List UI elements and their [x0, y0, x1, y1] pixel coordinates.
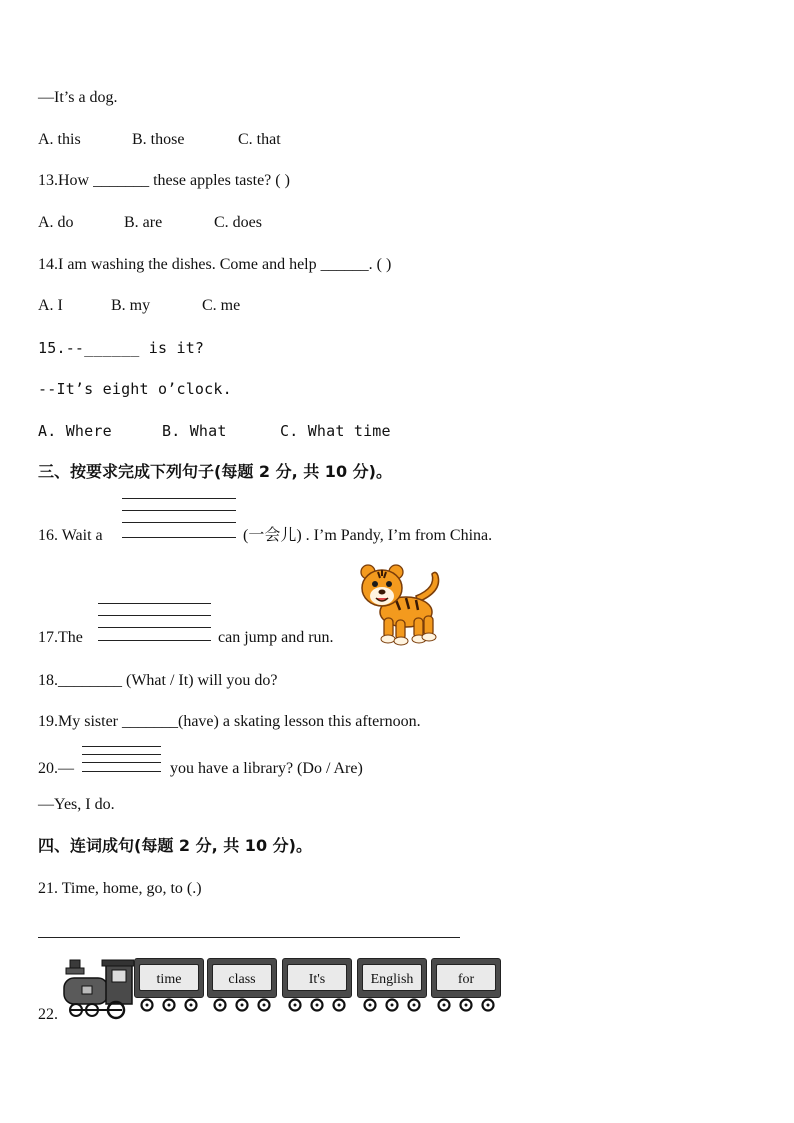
train-car-5[interactable] — [431, 958, 501, 1008]
q16-after: (一会儿) . I’m Pandy, I’m from China. — [243, 527, 493, 544]
q14-stem: 14.I am washing the dishes. Come and help ______. ( ) — [38, 256, 392, 273]
train-engine-icon — [62, 956, 134, 1022]
q19-text: 19.My sister _______(have) a skating lesson this afternoon. — [38, 713, 421, 730]
q22-number: 22. — [38, 1006, 58, 1023]
train-word-2: class — [228, 972, 256, 987]
q15-answer-line: --It’s eight o’clock. — [38, 380, 232, 398]
q17-after: can jump and run. — [218, 629, 334, 646]
train-car-3[interactable] — [282, 958, 352, 1008]
q17-answer-blank[interactable] — [98, 603, 211, 641]
train-word-3: It's — [308, 972, 326, 987]
q13-stem: 13.How _______ these apples taste? ( ) — [38, 172, 290, 189]
q13-option-a[interactable]: A. do — [38, 214, 74, 231]
wheel-icon — [359, 998, 425, 1012]
q20-answer-blank[interactable] — [82, 746, 161, 772]
q15-option-b[interactable]: B. What — [162, 422, 227, 440]
q14-option-a[interactable]: A. I — [38, 297, 63, 314]
train-car-1[interactable] — [134, 958, 204, 1008]
q20-after: you have a library? (Do / Are) — [170, 760, 363, 777]
q14-options — [38, 296, 240, 316]
q21-answer-line[interactable] — [38, 937, 460, 938]
train-word-1: time — [156, 972, 182, 987]
q13-option-b[interactable]: B. are — [124, 214, 163, 231]
wheel-icon — [209, 998, 275, 1012]
train-car-4[interactable] — [357, 958, 427, 1008]
q15-option-c[interactable]: C. What time — [280, 422, 391, 440]
q15-stem: 15.--______ is it? — [38, 339, 205, 357]
tiger-cartoon-icon — [356, 562, 446, 646]
q15-options — [38, 421, 391, 441]
q16-answer-blank[interactable] — [122, 498, 236, 540]
q12-option-b[interactable]: B. those — [132, 131, 185, 148]
q20-answer-line: —Yes, I do. — [38, 796, 115, 813]
train-car-2[interactable] — [207, 958, 277, 1008]
q18-text: 18.________ (What / It) will you do? — [38, 672, 278, 689]
wheel-icon — [433, 998, 499, 1012]
q17-before: 17.The — [38, 629, 83, 646]
wheel-icon — [284, 998, 350, 1012]
train-word-5: for — [457, 972, 475, 987]
q16-before: 16. Wait a — [38, 527, 103, 544]
q14-option-c[interactable]: C. me — [202, 297, 241, 314]
wheel-icon — [136, 998, 202, 1012]
train-word-4: English — [370, 972, 414, 987]
q12-options — [38, 130, 281, 150]
q13-options — [38, 213, 262, 233]
q21-text: 21. Time, home, go, to (.) — [38, 880, 202, 897]
q14-option-b[interactable]: B. my — [111, 297, 151, 314]
q12-option-c[interactable]: C. that — [238, 131, 281, 148]
q12-answer-line: —It’s a dog. — [38, 89, 118, 106]
q13-option-c[interactable]: C. does — [214, 214, 262, 231]
q12-option-a[interactable]: A. this — [38, 131, 81, 148]
q15-option-a[interactable]: A. Where — [38, 422, 112, 440]
section-4-heading: 四、连词成句(每题 2 分, 共 10 分)。 — [38, 836, 312, 855]
section-3-heading: 三、按要求完成下列句子(每题 2 分, 共 10 分)。 — [38, 462, 392, 481]
q20-before: 20.— — [38, 760, 74, 777]
